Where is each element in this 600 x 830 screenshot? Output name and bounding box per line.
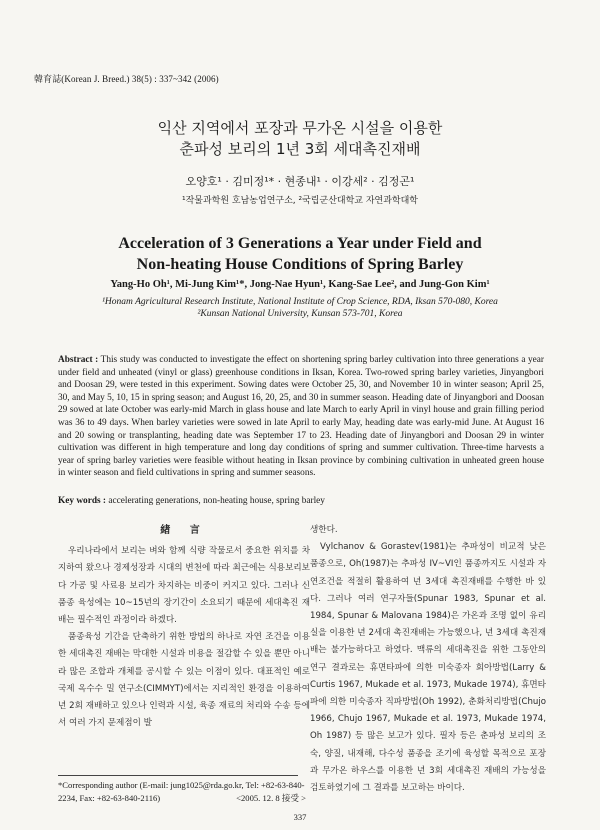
korean-title-line-1: 익산 지역에서 포장과 무가온 시설을 이용한 (157, 119, 443, 137)
english-authors: Yang-Ho Oh¹, Mi-Jung Kim¹*, Jong-Nae Hyun¹, Kang-Sae Lee², and Jung-Gon Kim¹ (110, 279, 490, 290)
english-affiliation-2: ²Kunsan National University, Kunsan 573-701, Korea (197, 309, 403, 319)
korean-authors: 오양호¹ · 김미정¹* · 현종내¹ · 이강세² · 김정곤¹ (185, 175, 415, 188)
english-title (0, 233, 600, 275)
abstract (58, 354, 544, 480)
left-paragraph-1: 우리나라에서 보리는 벼와 함께 식량 작물로서 중요한 위치를 차지하여 왔으나 경제성장과 시대의 변천에 따라 최근에는 식용보리보다 가공 및 사료용 보리가 차지하는 비중이 커지고 있다. 그러나 신품종 육성에는 10~15년의 장기간이 소요되기 때문에 세대촉진 재배는 필수적인 과정이라 하겠다. (58, 546, 310, 626)
left-column (58, 522, 310, 732)
correspondence-text: *Corresponding author (E-mail: jung1025@rda.go.kr, Tel: +82-63-840-2234, Fax: +82-63-840-2116) (58, 780, 305, 803)
english-affiliation-1: ¹Honam Agricultural Research Institute, National Institute of Crop Science, RDA, Iksan 570-080, Korea (102, 297, 498, 307)
keywords-label: Key words : (58, 496, 107, 506)
korean-affiliations: ¹작물과학원 호남농업연구소, ²국립군산대학교 자연과학대학 (181, 196, 418, 206)
english-title-line-1: Acceleration of 3 Generations a Year under Field and (118, 235, 482, 252)
korean-title (0, 118, 600, 160)
journal-header: 韓育誌(Korean J. Breed.) 38(5) : 337~342 (2006) (34, 74, 219, 84)
english-title-line-2: Non-heating House Conditions of Spring Barley (136, 256, 464, 273)
right-paragraph-2: Vylchanov & Gorastev(1981)는 추파성이 비교적 낮은 품종으로, Oh(1987)는 추파성 IV~VI인 품종까지도 시설과 자연조건을 적절히 활용하여 년 3세대 촉진재배를 수행한 바 있다. 그러나 여러 연구자들(Spunar 1983, Spunar et al. 1984, Spunar & Malovana 1984)은 가온과 조명 없이 유리실을 이용한 년 2세대 촉진재배는 가능했으나, 년 3세대 촉진재배는 불가능하다고 하였다. 맥류의 세대촉진을 위한 그동안의 연구 결과로는 휴면타파에 의한 미숙종자 회아방법(Larry & Curtis 1967, Mukade et al. 1973, Mukade 1974), 휴면타파에 의한 미숙종자 직파방법(Oh 1992), 춘화처리방법(Chujo 1966, Chujo 1967, Mukade et al. 1973, Mukade 1974, Oh 1987) 등 많은 보고가 있다. 필자 등은 춘파성 보리의 조숙, 양질, 내재해, 다수성 품종을 조기에 육성할 목적으로 포장과 무가온 하우스를 이용한 년 3회 세대촉진 재배의 가능성을 검토하였기에 그 결과를 보고하는 바이다. (310, 542, 546, 794)
right-column (310, 522, 546, 797)
footnote-divider (58, 775, 298, 776)
korean-title-line-2: 춘파성 보리의 1년 3회 세대촉진재배 (179, 140, 421, 158)
keywords (58, 496, 544, 506)
left-paragraph-2: 품종육성 기간을 단축하기 위한 방법의 하나로 자연 조건을 이용한 세대촉진 재배는 막대한 시설과 비용을 절감할 수 있을 뿐만 아니라 많은 조합과 개체를 공시할 수 있는 이점이 있다. 대표적인 예로 국제 옥수수 밀 연구소(CIMMYT)에서는 지리적인 환경을 이용하여 년 2회 재배하고 있으나 인력과 시설, 육종 재료의 처리와 수송 등에서 여러 가지 문제점이 발 (58, 632, 310, 729)
section-heading-introduction: 緖 言 (160, 525, 208, 536)
abstract-label: Abstract : (58, 355, 99, 365)
received-date: <2005. 12. 8 接受 > (236, 793, 306, 803)
english-affiliations (0, 296, 600, 320)
abstract-text: This study was conducted to investigate the effect on shortening spring barley cultivation into three generations a year under field and unheated (vinyl or glass) greenhouse conditions in Iksan, Korea. Two-rowed spring barley varieties, Jinyangbori and Doosan 29, were tested in this experiment. Sowing dates were October 25, 30, and November 10 in winter season; April 25, 30, and May 5, 10, 15 in spring season; and August 16, 20, 25, and 30 in summer season. Heading date of Jinyangbori and Doosan 29 sowed at late October was early-mid March in glass house and late March to early April in vinyl house and grain filling period was 36 to 49 days. When barley varieties were sowed in late April to early May, heading date was early-mid June. At August 16 and 20 sowing or transplanting, heading date was September 17 to 23. Heading date of Jinyangbori and Doosan 29 in winter cultivation was different in high temperature and long day conditions of spring and summer cultivation. Three-time harvests a year of spring barley varieties were feasible without heating in Iksan province by combining cultivation in unheated green house in winter season and field cultivations in spring and summer seasons. (58, 355, 544, 479)
page-number: 337 (293, 812, 307, 822)
correspondence-footnote (58, 779, 306, 805)
keywords-text: accelerating generations, non-heating house, spring barley (108, 496, 325, 506)
right-paragraph-1: 생한다. (310, 525, 338, 535)
